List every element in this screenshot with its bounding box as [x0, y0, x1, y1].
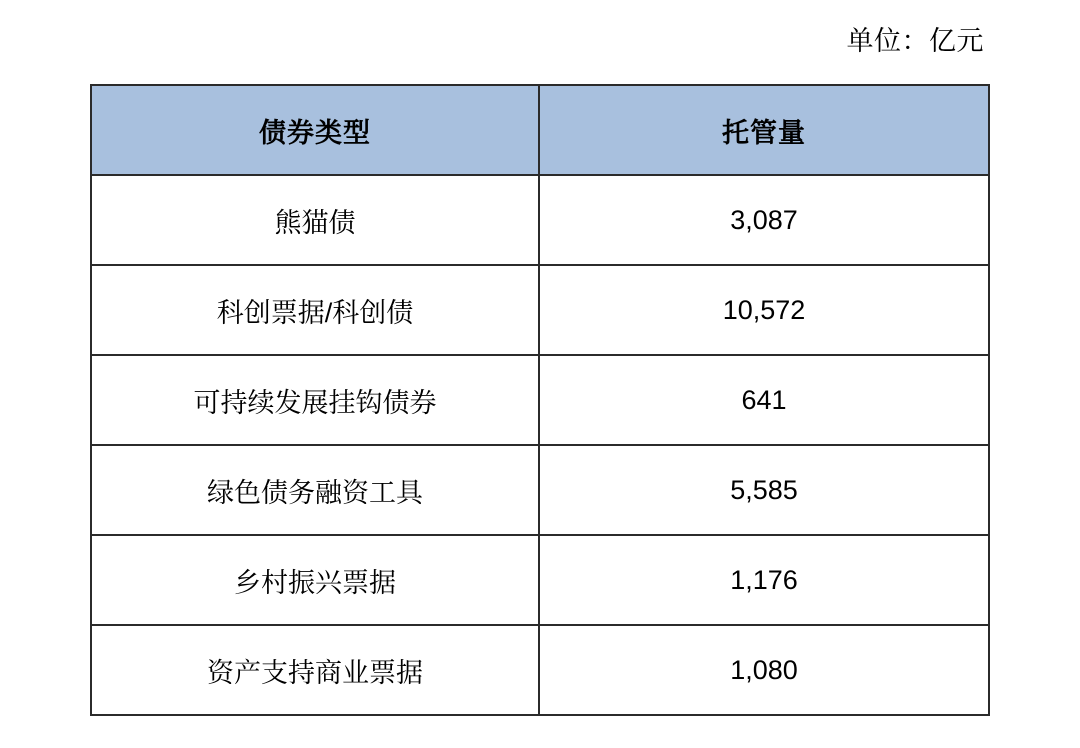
cell-bond-type: 资产支持商业票据: [91, 625, 539, 715]
table-row: [91, 445, 989, 535]
table-body: [91, 175, 989, 715]
cell-custody-amount: 10,572: [539, 265, 989, 355]
cell-custody-amount: 5,585: [539, 445, 989, 535]
table-row: [91, 175, 989, 265]
cell-custody-amount: 1,080: [539, 625, 989, 715]
cell-bond-type: 绿色债务融资工具: [91, 445, 539, 535]
cell-bond-type: 乡村振兴票据: [91, 535, 539, 625]
cell-custody-amount: 1,176: [539, 535, 989, 625]
cell-bond-type: 科创票据/科创债: [91, 265, 539, 355]
cell-bond-type: 可持续发展挂钩债券: [91, 355, 539, 445]
table-container: [90, 84, 988, 716]
bond-custody-table: [90, 84, 990, 716]
column-header-bond-type: 债券类型: [91, 85, 539, 175]
table-row: [91, 265, 989, 355]
cell-bond-type: 熊猫债: [91, 175, 539, 265]
cell-custody-amount: 3,087: [539, 175, 989, 265]
unit-note: 单位：亿元: [846, 26, 984, 56]
table-row: [91, 535, 989, 625]
table-header: [91, 85, 989, 175]
table-row: [91, 625, 989, 715]
table-header-row: [91, 85, 989, 175]
cell-custody-amount: 641: [539, 355, 989, 445]
table-row: [91, 355, 989, 445]
column-header-custody-amount: 托管量: [539, 85, 989, 175]
